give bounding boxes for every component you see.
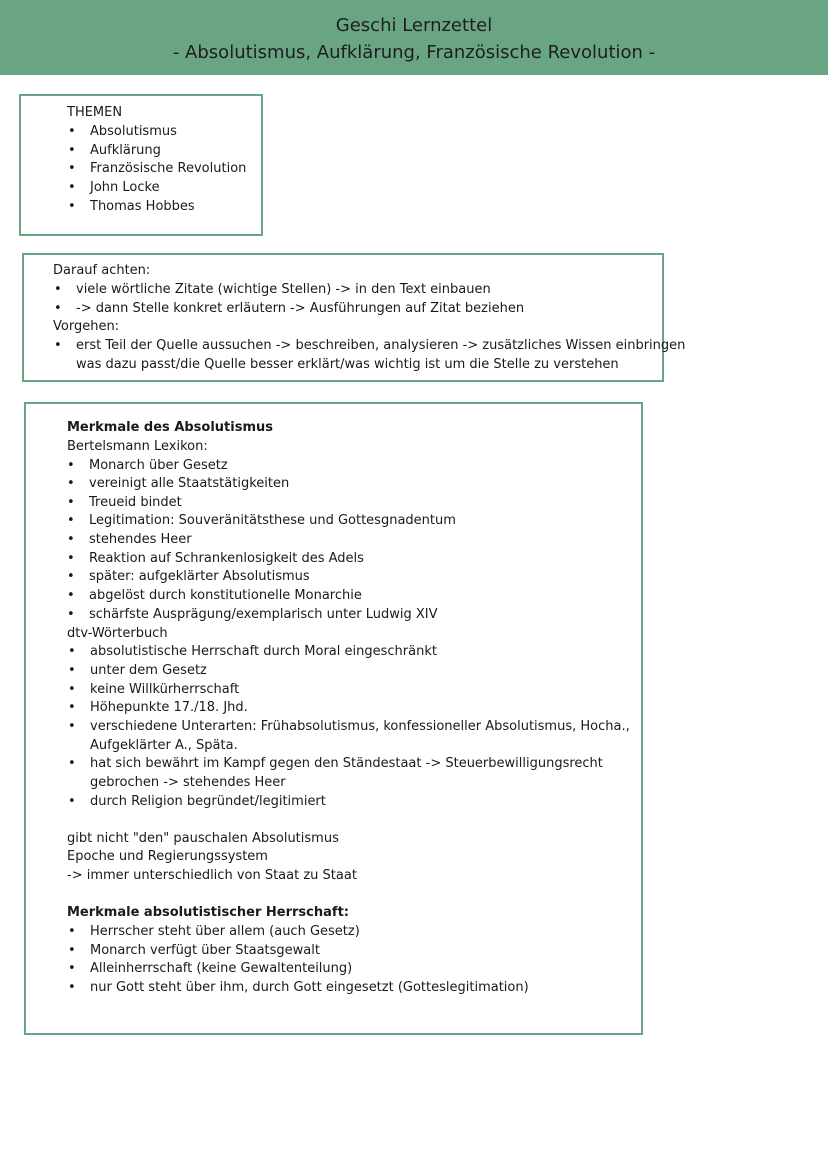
merkmale-item: • absolutistische Herrschaft durch Moral eingeschränkt bbox=[90, 643, 437, 661]
merkmale-item: • durch Religion begründet/legitimiert bbox=[90, 793, 326, 811]
merkmale-item-continuation: gebrochen -> stehendes Heer bbox=[90, 775, 286, 790]
page-header bbox=[0, 0, 828, 75]
merkmale-item: • Monarch über Gesetz bbox=[89, 457, 228, 475]
hinweise-item: • erst Teil der Quelle aussuchen -> beschreiben, analysieren -> zusätzliches Wissen einbringen bbox=[76, 337, 685, 355]
themen-item: • Absolutismus bbox=[90, 123, 177, 141]
themen-heading: THEMEN bbox=[67, 105, 123, 120]
themen-item: • Französische Revolution bbox=[90, 160, 246, 178]
merkmale-title: Merkmale des Absolutismus bbox=[67, 420, 274, 435]
merkmale-item: • Höhepunkte 17./18. Jhd. bbox=[90, 699, 248, 717]
merkmale-note: Epoche und Regierungssystem bbox=[67, 849, 268, 864]
page-title: Geschi Lernzettel bbox=[335, 15, 493, 36]
merkmale-item: • Treueid bindet bbox=[89, 494, 182, 512]
merkmale-source-bertelsmann: Bertelsmann Lexikon: bbox=[67, 439, 208, 454]
merkmale-item: • vereinigt alle Staatstätigkeiten bbox=[89, 475, 289, 493]
merkmale-item: • hat sich bewährt im Kampf gegen den Ständestaat -> Steuerbewilligungsrecht bbox=[90, 755, 603, 773]
merkmale-item: • später: aufgeklärter Absolutismus bbox=[89, 568, 310, 586]
hinweise-item: • -> dann Stelle konkret erläutern -> Ausführungen auf Zitat beziehen bbox=[76, 300, 524, 318]
merkmale-item: • unter dem Gesetz bbox=[90, 662, 207, 680]
themen-item: • Thomas Hobbes bbox=[90, 198, 195, 216]
hinweise-item: • viele wörtliche Zitate (wichtige Stellen) -> in den Text einbauen bbox=[76, 281, 491, 299]
merkmale-note: gibt nicht "den" pauschalen Absolutismus bbox=[67, 831, 339, 846]
merkmale-source-dtv: dtv-Wörterbuch bbox=[67, 626, 168, 641]
merkmale-item: • stehendes Heer bbox=[89, 531, 192, 549]
merkmale-item: • schärfste Ausprägung/exemplarisch unter Ludwig XIV bbox=[89, 606, 438, 624]
themen-item: • John Locke bbox=[90, 179, 160, 197]
merkmale-item: • Monarch verfügt über Staatsgewalt bbox=[90, 942, 320, 960]
merkmale-item: • verschiedene Unterarten: Frühabsolutismus, konfessioneller Absolutismus, Hocha., bbox=[90, 718, 630, 736]
merkmale-item: • keine Willkürherrschaft bbox=[90, 681, 239, 699]
merkmale-item: • Legitimation: Souveränitätsthese und Gottesgnadentum bbox=[89, 512, 456, 530]
merkmale-item: • Alleinherrschaft (keine Gewaltenteilung) bbox=[90, 960, 352, 978]
hinweise-heading-achten: Darauf achten: bbox=[53, 263, 151, 278]
hinweise-heading-vorgehen: Vorgehen: bbox=[53, 319, 120, 334]
merkmale-item: • abgelöst durch konstitutionelle Monarchie bbox=[89, 587, 362, 605]
merkmale-note: -> immer unterschiedlich von Staat zu Staat bbox=[67, 868, 357, 883]
merkmale-item: • nur Gott steht über ihm, durch Gott eingesetzt (Gotteslegitimation) bbox=[90, 979, 529, 997]
merkmale-item: • Herrscher steht über allem (auch Gesetz) bbox=[90, 923, 360, 941]
merkmale-item: • Reaktion auf Schrankenlosigkeit des Adels bbox=[89, 550, 364, 568]
merkmale-item-continuation: Aufgeklärter A., Späta. bbox=[90, 738, 238, 753]
themen-item: • Aufklärung bbox=[90, 142, 161, 160]
merkmale-herrschaft-title: Merkmale absolutistischer Herrschaft: bbox=[67, 905, 349, 920]
page-subtitle: - Absolutismus, Aufklärung, Französische Revolution - bbox=[172, 42, 656, 63]
hinweise-item-continuation: was dazu passt/die Quelle besser erklärt/was wichtig ist um die Stelle zu verstehen bbox=[76, 357, 619, 372]
